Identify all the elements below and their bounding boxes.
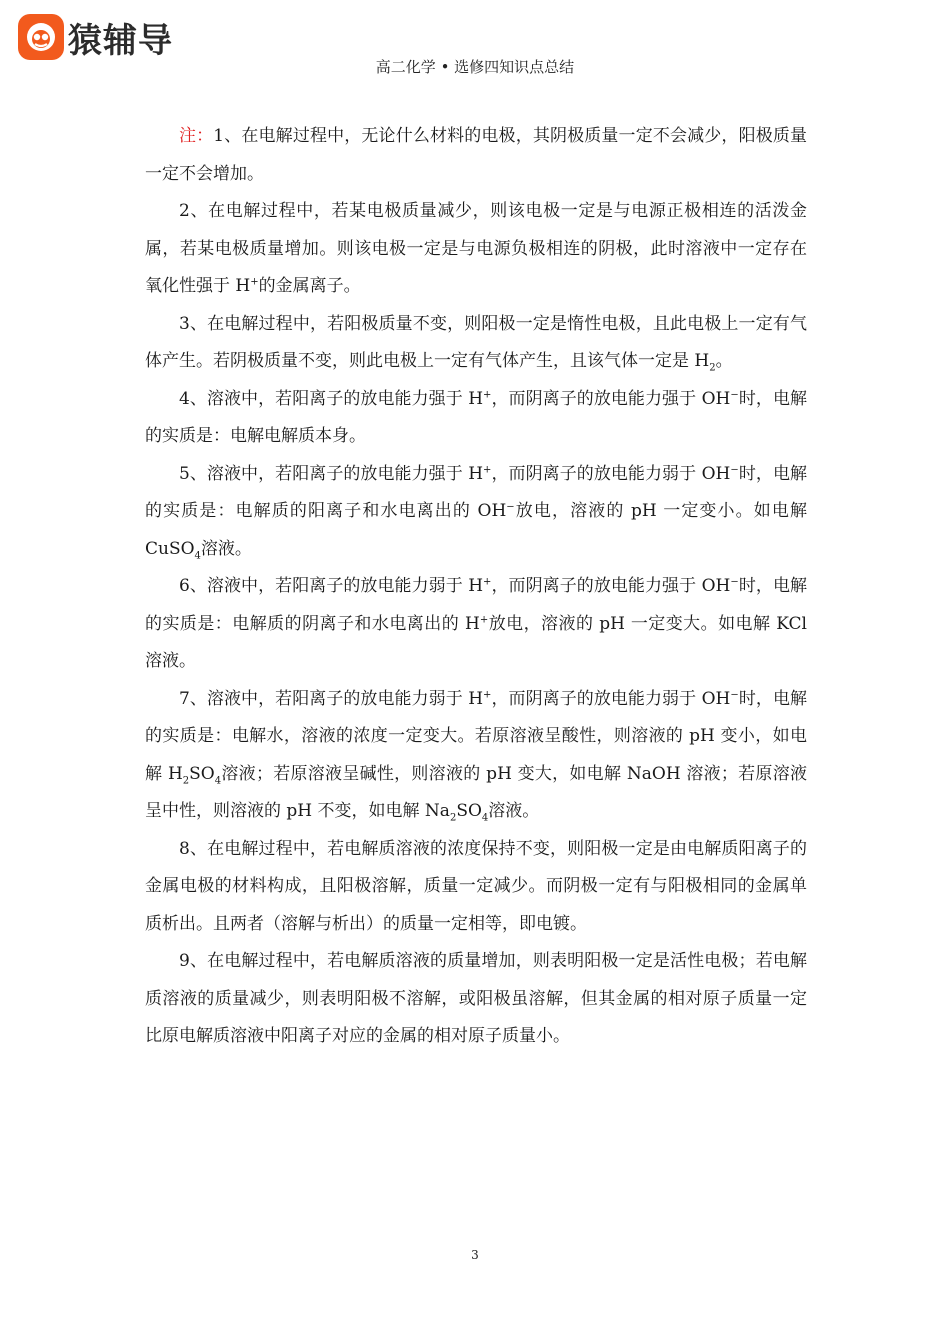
note-3: 3、在电解过程中，若阳极质量不变，则阳极一定是惰性电极，且此电极上一定有气体产生。若阴极质量不变，则此电极上一定有气体产生，且该气体一定是 $H_2$。: [145, 313, 807, 374]
note-label: 注：: [179, 126, 214, 146]
monkey-logo-icon: [18, 14, 64, 60]
note-9: 9、在电解过程中，若电解质溶液的质量增加，则表明阳极一定是活性电极；若电解质溶液的质量减少，则表明阳极不溶解，或阳极虽溶解，但其金属的相对原子质量一定比原电解质溶液中阳离子对应的金属的相对原子质量小。: [145, 951, 807, 1046]
brand-name: 猿辅导: [68, 20, 173, 61]
brand-logo: [18, 14, 173, 60]
note-4: 4、溶液中，若阳离子的放电能力强于 H+，而阴离子的放电能力强于 OH−时，电解的实质是：电解电解质本身。: [145, 388, 808, 446]
note-2: 2、在电解过程中，若某电极质量减少，则该电极一定是与电源正极相连的活泼金属，若某电极质量增加。则该电极一定是与电源负极相连的阴极，此时溶液中一定存在氧化性强于 H+的金属离子。: [145, 201, 807, 296]
note-6: 6、溶液中，若阳离子的放电能力弱于 H+，而阴离子的放电能力强于 OH−时，电解的实质是：电解质的阴离子和水电离出的 H+放电，溶液的 pH 一定变大。如电解 KCl 溶液。: [145, 576, 808, 671]
page-number: 3: [471, 1248, 479, 1262]
notes-section: [145, 118, 807, 1056]
note-7: 7、溶液中，若阳离子的放电能力弱于 H+，而阴离子的放电能力弱于 OH−时，电解的实质是：电解水，溶液的浓度一定变大。若原溶液呈酸性，则溶液的 pH 变小，如电解 $H_2SO_4$溶液；若原溶液呈碱性，则溶液的 pH 变大，如电解 NaOH 溶液；若原溶液呈中性，则溶液的 pH 不变，如电解 $Na_2SO_4$溶液。: [145, 688, 808, 824]
page-header-title: 高二化学 • 选修四知识点总结: [375, 58, 575, 76]
note-8: 8、在电解过程中，若电解质溶液的浓度保持不变，则阳极一定是由电解质阳离子的金属电极的材料构成，且阳极溶解，质量一定减少。而阴极一定有与阳极相同的金属单质析出。且两者（溶解与析出）的质量一定相等，即电镀。: [145, 838, 807, 934]
note-1: 注：1、在电解过程中，无论什么材料的电极，其阴极质量一定不会减少，阳极质量一定不会增加。: [145, 126, 807, 184]
note-5: 5、溶液中，若阳离子的放电能力强于 H+，而阴离子的放电能力弱于 OH−时，电解的实质是：电解质的阳离子和水电离出的 OH−放电，溶液的 pH 一定变小。如电解 CuSO$_4$溶液。: [145, 463, 808, 561]
